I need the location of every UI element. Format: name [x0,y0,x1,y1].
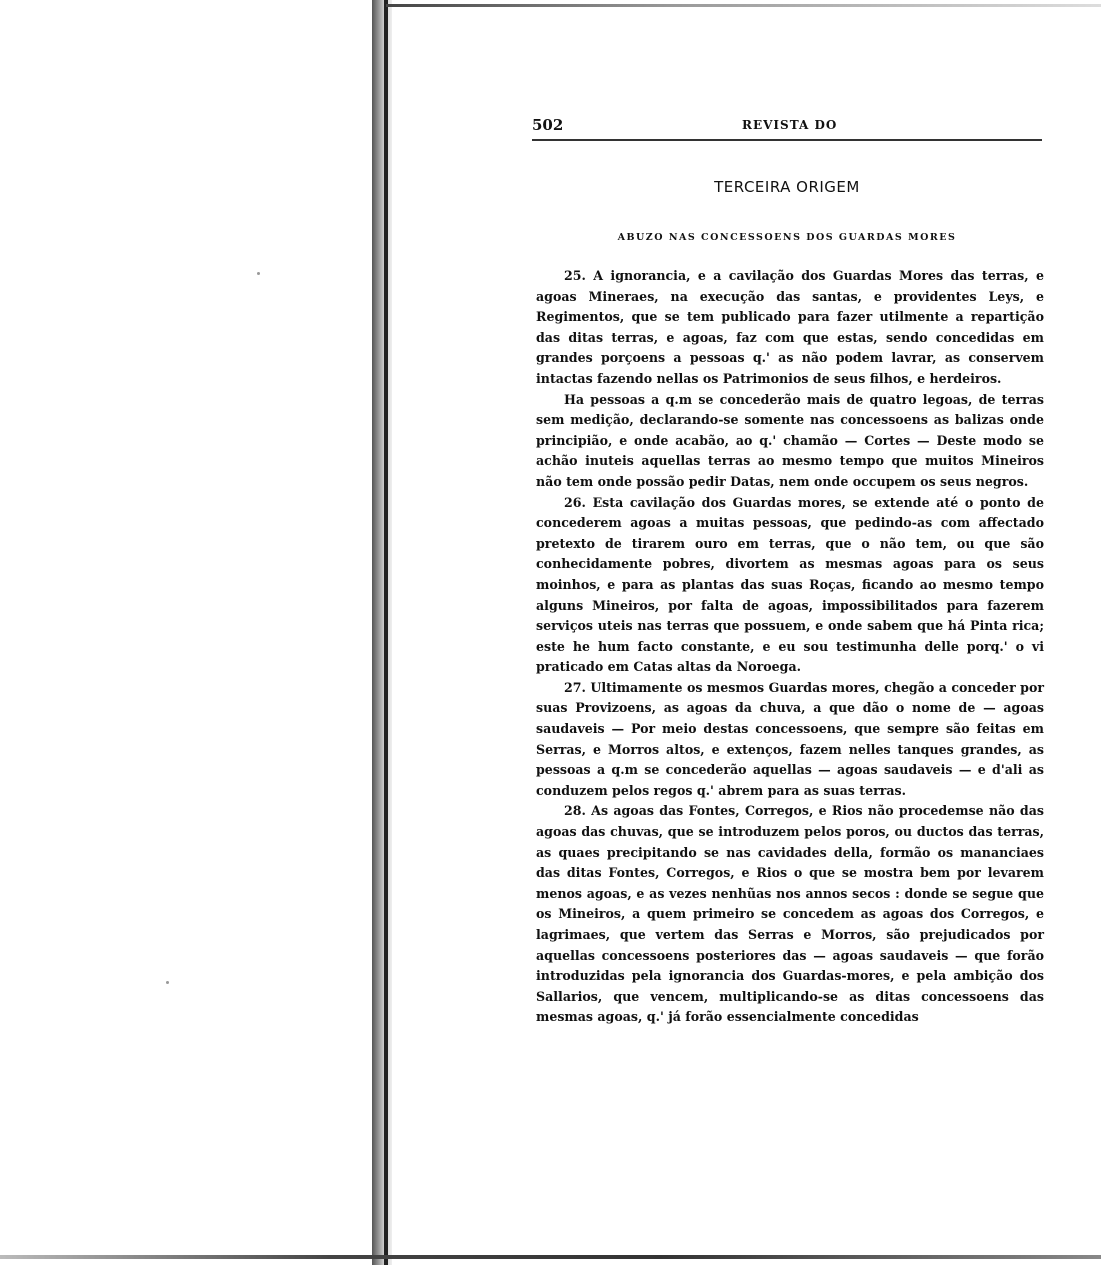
page-header [532,116,1042,138]
paragraph: Ha pessoas a q.m se concederão mais de quatro legoas, de terras sem medição, declarando-se somente nas concessoens as balizas onde principião, e onde acabão, ao q.' chamão — Cortes — Deste modo se achão inuteis aquellas terras ao mesmo tempo que muitos Mineiros não tem onde possão pedir Datas, nem onde occupem os seus negros. [536,391,1044,489]
header-rule [532,139,1042,141]
section-subtitle: ABUZO NAS CONCESSOENS DOS GUARDAS MORES [617,232,957,243]
book-binding-edge [384,0,388,1265]
page-bottom-edge [0,1255,1101,1259]
running-head: REVISTA DO [742,118,838,132]
page-top-edge [386,4,1101,7]
paper-speck [166,981,169,984]
page-number: 502 [532,116,564,134]
book-binding-shadow [372,0,392,1265]
paper-speck [257,272,260,275]
paragraph: 27. Ultimamente os mesmos Guardas mores, chegão a conceder por suas Provizoens, as agoas da chuva, a que dão o nome de — agoas saudaveis — Por meio destas concessoens, que sempre são feitas em Serras, e Morros altos, e extenços, fazem nelles tanques grandes, as pessoas a q.m se concederão aquellas — agoas saudaveis — e d'ali as conduzem pelos regos q.' abrem para as suas terras. [536,679,1044,798]
body-text [536,266,1044,1028]
paragraph: 28. As agoas das Fontes, Corregos, e Rios não procedemse não das agoas das chuvas, que se introduzem pelos poros, ou ductos das terras, as quaes precipitando se nas cavidades della, formão os mananciaes das ditas Fontes, Corregos, e Rios o que se mostra bem por levarem menos agoas, e as vezes nenhũas nos annos secos : donde se segue que os Mineiros, a quem primeiro se concedem as agoas dos Corregos, e lagrimaes, que vertem das Serras e Morros, são prejudicados por aquellas concessoens posteriores das — agoas saudaveis — que forão introduzidas pela ignorancia dos Guardas-mores, e pela ambição dos Sallarios, que vencem, multiplicando-se as ditas concessoens das mesmas agoas, q.' já forão essencialmente concedidas [536,803,1044,1025]
section-title: TERCEIRA ORIGEM [714,178,860,196]
paragraph: 25. A ignorancia, e a cavilação dos Guardas Mores das terras, e agoas Mineraes, na execução das santas, e providentes Leys, e Regimentos, que se tem publicado para fazer utilmente a repartição das ditas terras, e agoas, faz com que estas, sendo concedidas em grandes porçoens a pessoas q.' as não podem lavrar, as conservem intactas fazendo nellas os Patrimonios de seus filhos, e herdeiros. [536,268,1044,386]
paragraph: 26. Esta cavilação dos Guardas mores, se extende até o ponto de concederem agoas a muitas pessoas, que pedindo-as com affectado pretexto de tirarem ouro em terras, que o não tem, ou que são conhecidamente pobres, divortem as mesmas agoas para os seus moinhos, e para as plantas das suas Roças, ficando ao mesmo tempo alguns Mineiros, por falta de agoas, impossibilitados para fazerem serviços uteis nas terras que possuem, e onde sabem que há Pinta rica; este he hum facto constante, e eu sou testimunha delle porq.' o vi praticado em Catas altas da Noroega. [536,494,1044,675]
